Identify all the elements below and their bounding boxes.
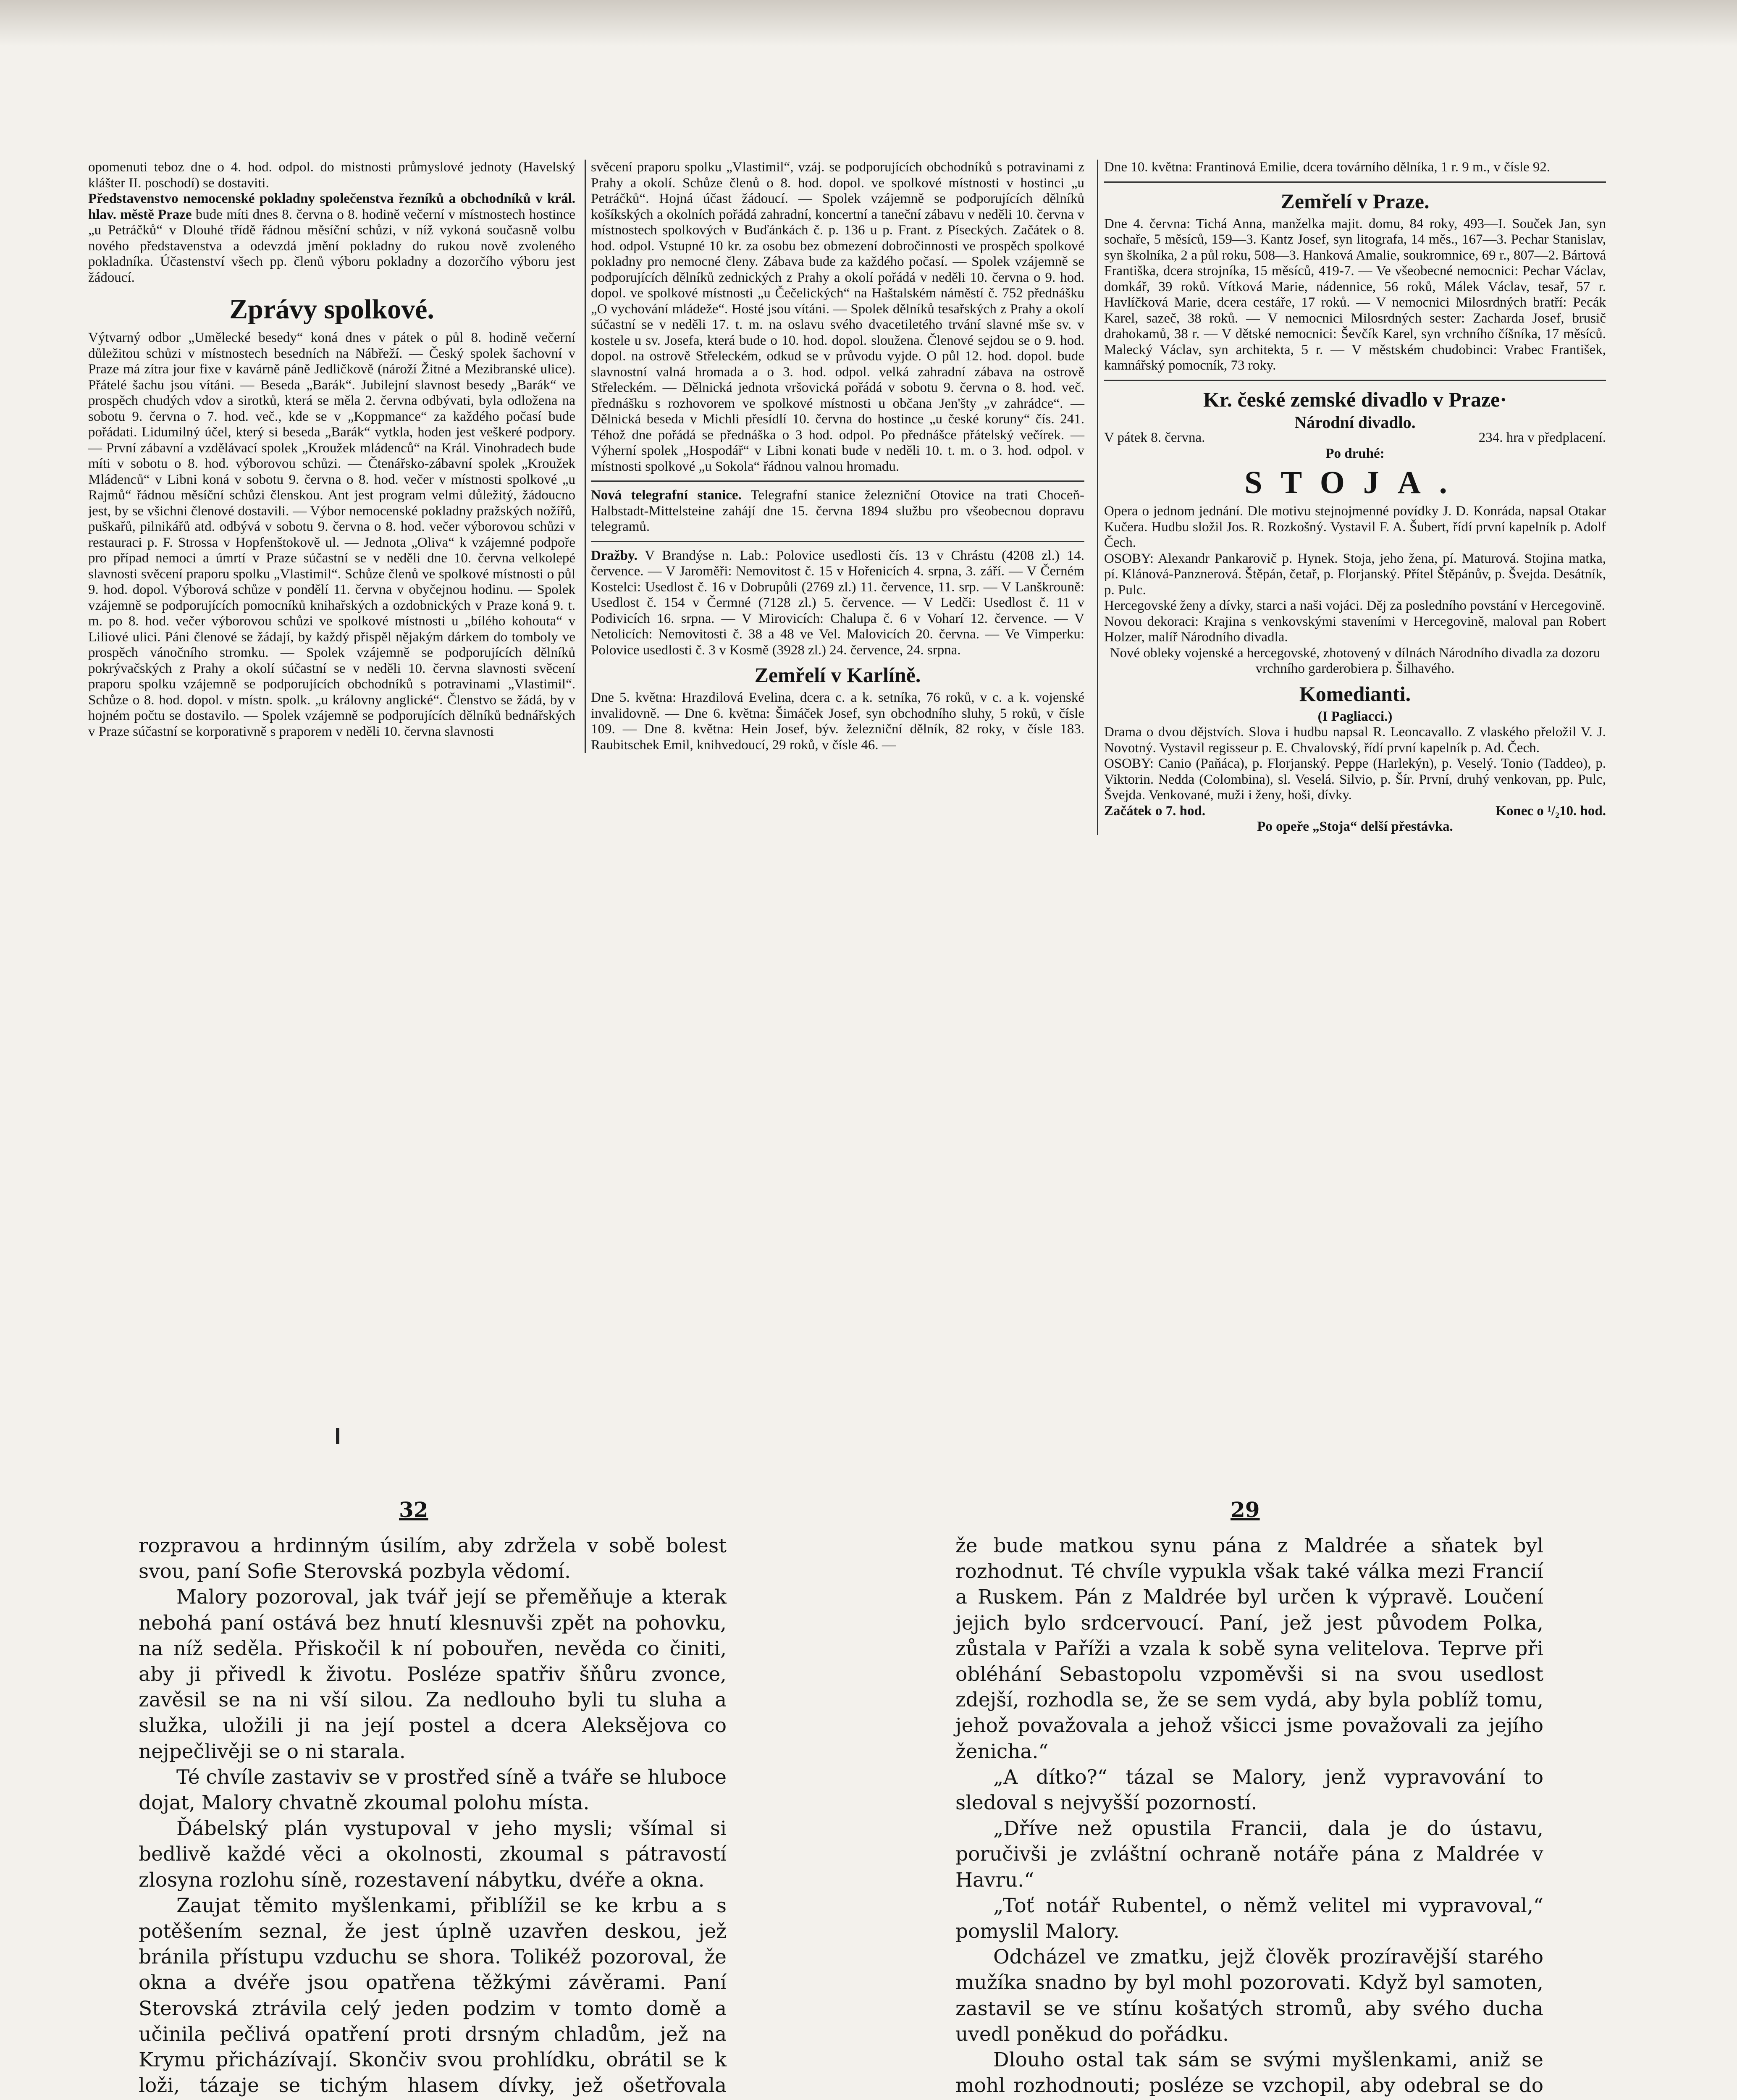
repeat-note: Po druhé: [1325, 446, 1385, 461]
section-heading: Zprávy spolkové. [229, 294, 434, 325]
deaths-karlin-end: Dne 10. května: Frantinová Emilie, dcera továrního dělníka, 1 r. 9 m., v čísle 92. [1104, 160, 1551, 175]
start-time: Začátek o 7. hod. [1104, 803, 1206, 819]
story-paragraph: že bude matkou synu pána z Maldrée a sňatek byl rozhodnut. Té chvíle vypukla však také válka mezi Francií a Ruskem. Pán z Maldrée byl určen k výpravě. Loučení jejich bylo srdcervoucí. Paní, jež jest původem Polka, zůstala v Paříži a vzala k sobě syna velitelova. Teprve při obléhání Sebastopolu vzpoměvši si na svou usedlost zdejší, rozhodla se, že se sem vydá, aby byla poblíž tomu, jehož považovala a jehož všicci jsme považovali za jejího ženicha.“ [955, 1534, 1543, 1763]
story-paragraph: rozpravou a hrdinným úsilím, aby zdržela v sobě bolest svou, paní Sofie Sterovská pozbyla vědomí. [139, 1534, 727, 1583]
notice-bold-lead: Představenstvo nemocenské pokladny společenstva řezníků a obchodníků v král. hlav. městě Praze [88, 191, 575, 222]
notice-paragraph: opomenuti teboz dne o 4. hod. odpol. do mistnosti průmyslové jednoty (Havelský klášter II. poschodí) se dostaviti. [88, 160, 575, 191]
theatre-subtitle: Národní divadlo. [1294, 412, 1416, 432]
deaths-karlin: Dne 5. května: Hrazdilová Evelina, dcera c. a k. setníka, 76 roků, v c. a k. vojenské invalidovně. — Dne 6. května: Šimáček Josef, syn obchodního sluhy, 5 roků, v čísle 109. — Dne 8. května: Hein Josef, býv. železniční dělník, 82 roky, v čísle 183. Raubitschek Emil, knihvedoucí, 29 roků, v čísle 46. — [591, 690, 1084, 753]
play-description: Opera o jednom jednání. Dle motivu stejnojmenné povídky J. D. Konráda, napsal Otakar Kučera. Hudbu složil Jos. R. Rozkošný. Vystavil F. A. Šubert, řídí první kapelník p. Adolf Čech. [1104, 504, 1606, 550]
club-news-continued: svěcení praporu spolku „Vlastimil“, vzáj. se podporujících obchodníků s potravinami z Prahy a okolí. Schůze členů o 8. hod. dopol. ve spolkové místnosti v hostinci „u Petráčků“. Hojná účast žádoucí. — Spolek vzájemně se podporujících dělníků košíkských a okolních pořádá zahradní, koncertní a taneční zábavu v neděli 10. června v místnostech spolkových v Buďánkách č. p. 136 u p. Frant. z Píseckých. Začátek o 8. hod. odpol. Vstupné 10 kr. za osobu bez obmezení dobročinnosti ve prospěch spolkové pokladny pro nemocné členy. Zábava bude za každého počasí. — Spolek vzájemně se podporujících dělníků zednických z Prahy a okolí pořádá v neděli 10. června o 9. hod. dopol. ve spolkové místnosti „u Čečelických“ na Haštalském náměstí č. 752 přednášku „O vychování mládeže“. Hosté jsou vítáni. — Spolek dělníků tesařských z Prahy a okolí súčastní se v neděli 17. t. m. na oslavu svého dvacetiletého trvání slavné mše sv. v kostele u sv. Josefa, která bude o 10. hod. dopol. sloužena. Členové sejdou se o 9. hod. dopol. na ostrově Střeleckém, odkud se v průvodu vyjde. O půl 12. hod. dopol. bude slavnostní valná hromada a o 3. hod. odpol. velká zahradní zábava na ostrově Střeleckém. — Dělnická jednota vršovická pořádá v sobotu 9. června o 8. hod. več. přednášku s rozhovorem ve spolkové místnosti u občana Jen'šty „v zahrádce“. — Dělnická beseda v Michli přesídlí 10. června do hostince „u české koruny“ čís. 241. Téhož dne pořádá se přednáška o 3 hod. odpol. Po přednášce přátelský večírek. — Výherní spolek „Hospodář“ v Libni konati bude v neděli 10. t. m. o 3. hod. odpol. v místnosti spolkové „u Sokola“ řádnou valnou hromadu. [591, 160, 1084, 474]
times-row [1104, 803, 1606, 819]
telegraph-notice [591, 488, 1084, 535]
story-paragraph: Malory pozoroval, jak tvář její se přeměňuje a kterak nebohá paní ostává bez hnutí klesnuvši zpět na pohovku, na níž seděla. Přiskočil k ní pobouřen, nevěda co činiti, aby ji přivedl k životu. Posléze spatřiv šňůru zvonce, zavěsil se na ni vší silou. Za nedlouho byli tu sluha a služka, uložili ji na její postel a dcera Aleksějova co nejpečlivěji se o ni starala. [139, 1586, 727, 1763]
divider [1104, 181, 1606, 183]
divider [591, 541, 1084, 542]
divider [1104, 380, 1606, 381]
story-paragraph: Odcházel ve zmatku, jejž člověk prozíravější starého mužíka snadno by byl mohl pozorovati. Když byl samoten, zastavil se ve stínu košatých stromů, aby svého ducha uvedl poněkud do pořádku. [955, 1945, 1543, 2046]
story-paragraph: „A dítko?“ tázal se Malory, jenž vypravování to sledoval s nejvyšší pozorností. [955, 1765, 1543, 1815]
novel-page-right [955, 1533, 1543, 2100]
section-heading: Zemřelí v Karlíně. [754, 663, 921, 687]
story-paragraph: „Dříve než opustila Francii, dala je do ústavu, poručivši je zvláštní ochraně notáře pána z Maldrée v Havru.“ [955, 1817, 1543, 1892]
telegraph-title: Nová telegrafní stanice. [591, 488, 742, 503]
play-extras: Hercegovské ženy a dívky, starci a naši vojáci. Děj za posledního povstání v Hercegovině. [1104, 598, 1605, 613]
story-paragraph: Té chvíle zastaviv se v prostřed síně a tváře se hluboce dojat, Malory chvatně zkoumal polohu místa. [139, 1765, 727, 1815]
ink-mark [336, 1428, 339, 1444]
play-cast: OSOBY: Canio (Paňáca), p. Florjanský. Peppe (Harlekýn), p. Veselý. Tonio (Taddeo), p. Viktorin. Nedda (Colombina), sl. Veselá. Silvio, p. Šír. První, druhý venkovan, pp. Pulc, Švejda. Venkované, muži i ženy, hoši, dívky. [1104, 756, 1606, 803]
performance-date: V pátek 8. června. [1104, 430, 1205, 445]
auctions-title: Dražby. [591, 548, 638, 563]
play-cast: OSOBY: Alexandr Pankarovič p. Hynek. Stoja, jeho žena, pí. Maturová. Stojina matka, pí. Klánová-Panznerová. Štěpán, četař, p. Florjanský. Přítel Štěpánův, p. Švejda. Desátník, p. Pulc. [1104, 551, 1606, 598]
auctions-body: V Brandýse n. Lab.: Polovice usedlosti čís. 13 v Chrástu (4208 zl.) 14. července. — V Jaroměři: Nemovitost č. 15 v Hořenicích 4. srpna, 3. září. — V Černém Kostelci: Usedlost č. 16 v Dobrupůli (2769 zl.) 11. července, 11. srp. — V Lanškrouně: Usedlost č. 154 v Čermné (7128 zl.) 5. července. — V Ledči: Usedlost č. 11 v Podivicích 16. srpna. — V Mirovicích: Chalupa č. 6 v Voharí 12. července. — V Netolicích: Nemovitosti č. 38 a 48 ve Vel. Malovicích 20. června. — Ve Vimperku: Polovice usedlosti č. 3 v Kosmě (3928 zl.) 24. července, 24. srpna. [591, 548, 1084, 658]
play-title: STOJA. [1244, 465, 1466, 500]
scan-shadow [0, 0, 1737, 46]
section-heading: Zemřelí v Praze. [1280, 189, 1430, 213]
interval-note: Po opeře „Stoja“ delší přestávka. [1257, 819, 1453, 834]
end-time: Konec o ¹/₂10. hod. [1496, 803, 1606, 819]
novel-page-left [139, 1533, 727, 2100]
telegraph-body: Telegrafní stanice železniční Otovice na trati Choceň-Halbstadt-Mittelsteine zahájí dne 15. června 1894 službu pro všeobecnou dopravu telegramů. [591, 488, 1085, 534]
theatre-title: Kr. české zemské divadlo v Praze· [1203, 387, 1507, 411]
notice-paragraph [88, 191, 575, 286]
play-decor: Novou dekoraci: Krajina s venkovskými staveními v Hercegovině, maloval pan Robert Holzer, malíř Národního divadla. [1104, 614, 1606, 645]
news-column-3 [1097, 160, 1606, 835]
notice-body: bude míti dnes 8. června o 8. hodině večerní v místnostech hostince „u Petráčků“ v Dlouhé třídě řádnou měsíční schůzi, v níž vykoná současně volbu nového představenstva a odevzdá jmění pokladny do rukou nově zvoleného pokladníka. Účastenství všech pp. členů výboru pokladny a dozorčího výboru jest žádoucí. [88, 207, 576, 285]
play-title: Komedianti. [1299, 682, 1411, 706]
play-subtitle: (I Pagliacci.) [1317, 709, 1393, 724]
story-paragraph: Dlouho ostal tak sám se svými myšlenkami, aniž se mohl rozhodnouti; posléze se vzchopil, aby odebral se do [955, 2048, 1543, 2097]
subscription-number: 234. hra v předplacení. [1478, 430, 1606, 445]
divider [591, 480, 1084, 482]
performance-date-row [1104, 430, 1606, 446]
story-paragraph: „Toť notář Rubentel, o němž velitel mi vypravoval,“ pomyslil Malory. [955, 1894, 1543, 1943]
club-news: Výtvarný odbor „Umělecké besedy“ koná dnes v pátek o půl 8. hodině večerní důležitou schůzi v místnostech besedních na Nábřeží. — Český spolek šachovní v Praze má zítra jour fixe v kavárně páně Jedličkově (nároží Žitné a Mezibranské ulice). Přátelé šachu jsou vítáni. — Beseda „Barák“. Jubilejní slavnost besedy „Barák“ ve prospěch chudých vdov a sirotků, která se měla 2. června odbývati, byla odložena na sobotu 9. června o 7. hod. več., kde se v „Koppmance“ za každého počasí bude pořádati. Lidumilný účel, který si beseda „Barák“ vytkla, hoden jest veškeré podpory. — První zábavní a vzdělávací spolek „Kroužek mládenců“ na Král. Vinohradech bude míti v sobotu o 8. hod. výborovou schůzi. — Čtenářsko-zábavní spolek „Kroužek Mládenců“ v Libni koná v sobotu 9. června o 8. hod. večer v místnosti spolkové „u Rajmů“ řádnou měsíční schůzi členskou. Ant jest program velmi důležitý, žádoucno jest, by se všichni členové dostavili. — Výbor nemocenské pokladny pražských nožířů, puškařů, pilnikářů atd. odbývá v sobotu 9. června o 8. hod. večer výborovou schůzi v restauraci p. F. Strossa v Hopfenštokově ul. — Jednota „Oliva“ k vzájemné podpoře pro případ nemoci a úmrtí v Praze súčastní se v neděli dne 10. června velkolepé slavnosti svěcení praporu spolku „Vlastimil“. Schůze členů ve spolkové místnosti o půl 9. hod. dopol. Výborová schůze v pondělí 11. června v obyčejnou hodinu. — Spolek vzájemně se podporujících pomocníků knihařských a ozdobnických v Praze koná 9. t. m. po 8. hod. večer výborovou schůzi ve spolkové místnosti u „bílého kohouta“ v Liliové ulici. Páni členové se žádají, by každý přispěl nějakým dárkem do tomboly ve prospěch vánočního stromku. — Spolek vzájemně se podporujících dělníků pokrývačských z Prahy a okolí súčastní se v neděli 10. června slavnosti svěcení praporu spolku vzájemně se podporujících obchodníků s potravinami „Vlastimil“. Schůze o 8. hod. dopol. v místn. spolk. „u královny anglické“. Členstvo se žádá, by v hojném počtu se dostavilo. — Spolek vzájemně se podporujících dělníků bednářských v Praze súčastní se korporativně s praporem v neděli 10. června slavnosti [88, 330, 575, 739]
page-number-right: 29 [1231, 1497, 1260, 1522]
play-description: Drama o dvou dějstvích. Slova i hudbu napsal R. Leoncavallo. Z vlaského přeložil V. J. Novotný. Vystavil regisseur p. E. Chvalovský, řídí první kapelník p. Ad. Čech. [1104, 724, 1606, 756]
story-paragraph: Zaujat těmito myšlenkami, přiblížil se ke krbu a s potěšením seznal, že jest úplně uzavřen deskou, jež bránila přístupu vzduchu se shora. Tolikéž pozoroval, že okna a dvéře jsou opatřena těžkými závěrami. Paní Sterovská ztrávila celý jeden podzim v tomto domě a učinila pečlivá opatření proti drsným chladům, jež na Krymu přicházívají. Skončiv svou prohlídku, obrátil se k loži, tázaje se tichým hlasem dívky, jež ošetřovala [139, 1894, 727, 2097]
news-column-1 [88, 160, 575, 740]
news-column-2 [585, 160, 1084, 753]
auctions [591, 548, 1084, 659]
page-number-left: 32 [399, 1497, 428, 1522]
story-paragraph: Ďábelský plán vystupoval v jeho mysli; všímal si bedlivě každé věci a okolnosti, zkoumal s pátravostí zlosyna rozlohu síně, rozestavení nábytku, dvéře a okna. [139, 1817, 727, 1892]
play-costume: Nové obleky vojenské a hercegovské, zhotovený v dílnách Národního divadla za dozoru vrchního garderobiera p. Šilhavého. [1110, 645, 1601, 676]
deaths-prague: Dne 4. června: Tichá Anna, manželka majit. domu, 84 roky, 493—I. Souček Jan, syn sochaře, 5 měsíců, 159—3. Kantz Josef, syn litografa, 14 měs., 167—3. Pechar Stanislav, syn školníka, 2 a půl roku, 508—3. Hanková Amalie, soukromnice, 69 r., 807—2. Bártová Františka, dcera strojníka, 15 měsíců, 419-7. — Ve všeobecné nemocnici: Pechar Václav, domkář, 39 roků. Vítková Marie, nádennice, 56 roků, Málek Václav, tesař, 57 r. Havlíčková Marie, dcera cestáře, 17 roků. — V nemocnici Milosrdných bratří: Pecák Karel, sazeč, 38 roků. — V nemocnici Milosrdných sester: Zacharda Josef, brusič drahokamů, 38 r. — V dětské nemocnici: Ševčík Karel, syn vrchního číšníka, 17 měsíců. Malecký Václav, syn architekta, 5 r. — V městském chudobinci: Vrabec František, kamnářský pomocník, 73 roky. [1104, 216, 1606, 373]
